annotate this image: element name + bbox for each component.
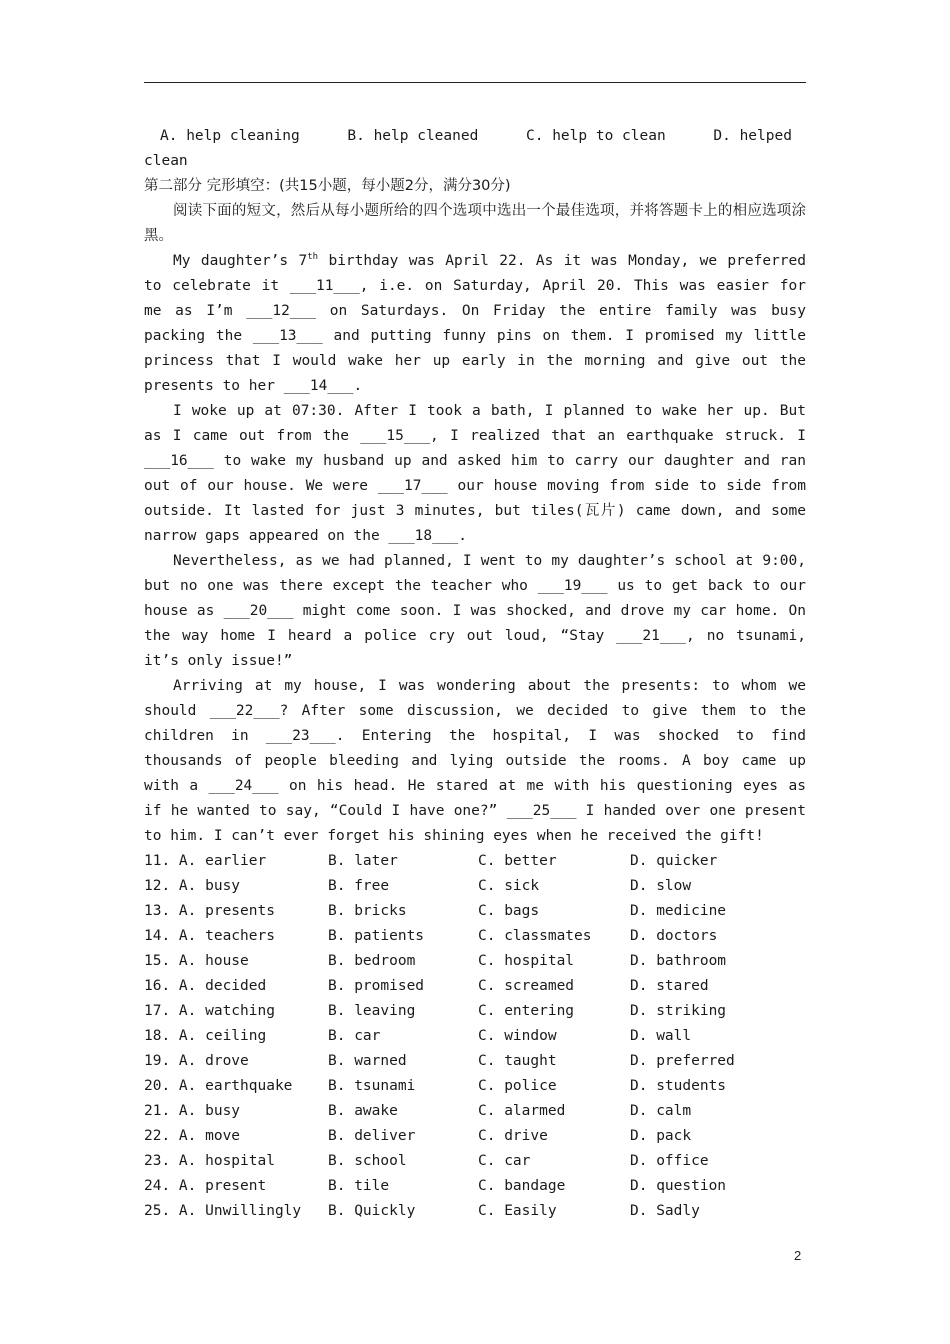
page-content [144,124,806,1224]
choice-b: B. tile [328,1178,390,1194]
question-row [144,999,806,1024]
choice-a: 14. A. teachers [144,928,275,944]
choice-a: 19. A. drove [144,1053,249,1069]
choice-c: C. window [478,1028,557,1044]
passage-paragraph-4: Arriving at my house, I was wondering about the presents: to whom we should ___22___? After some discussion, we decided to give them to the children in ___23___. Entering the hospital, I was shocked to find thousands of people bleeding and lying outside the rooms. A boy came up with a ___24___ on his head. He stared at me with his questioning eyes as if he wanted to say, “Could I have one?” ___25___ I handed over one present to him. I can’t ever forget his shining eyes when he received the gift! [144,678,806,844]
choice-a: 12. A. busy [144,878,241,894]
choice-a: 21. A. busy [144,1103,241,1119]
question-row [144,1024,806,1049]
question-row [144,1074,806,1099]
choice-a: 22. A. move [144,1128,241,1144]
choice-d: D. slow [630,878,692,894]
previous-question-options [144,124,806,149]
choice-b: B. Quickly [328,1203,416,1219]
question-row [144,1124,806,1149]
choice-b: B. deliver [328,1128,416,1144]
choice-b: B. free [328,878,390,894]
choice-c: C. classmates [478,928,592,944]
choice-c: C. better [478,853,557,869]
instructions: 阅读下面的短文，然后从每小题所给的四个选项中选出一个最佳选项，并将答题卡上的相应选项涂黑。 [144,203,806,244]
choice-b: B. tsunami [328,1078,416,1094]
choice-a: 11. A. earlier [144,853,267,869]
choice-c: C. car [478,1153,531,1169]
question-row [144,874,806,899]
choice-d: D. students [630,1078,727,1094]
choice-d: D. striking [630,1003,727,1019]
choice-a: 25. A. Unwillingly [144,1203,302,1219]
p1-rest: birthday was April 22. As it was Monday, we preferred to celebrate it ___11___, i.e. on Saturday, April 20. This was easier for me as I’m ___12___ on Saturdays. On Friday the entire family was busy packing the ___13___ and putting funny pins on them. I promised my little princess that I would wake her up early in the morning and give out the presents to her ___14___. [144,253,806,394]
choice-a: 24. A. present [144,1178,267,1194]
header-rule [144,82,806,83]
question-row [144,899,806,924]
choice-d: D. office [630,1153,709,1169]
question-row [144,1149,806,1174]
choice-d: D. question [630,1178,727,1194]
option-overflow: clean [144,153,188,169]
choice-b: B. bedroom [328,953,416,969]
question-row [144,924,806,949]
choice-d: D. medicine [630,903,727,919]
choice-b: B. later [328,853,398,869]
choice-b: B. bricks [328,903,407,919]
choice-c: C. bandage [478,1178,566,1194]
choice-b: B. school [328,1153,407,1169]
choice-d: D. quicker [630,853,718,869]
choice-a: 20. A. earthquake [144,1078,293,1094]
choice-c: C. hospital [478,953,575,969]
choice-c: C. Easily [478,1203,557,1219]
question-row [144,1099,806,1124]
choice-c: C. alarmed [478,1103,566,1119]
choice-b: B. leaving [328,1003,416,1019]
choice-a: 18. A. ceiling [144,1028,267,1044]
choice-b: B. warned [328,1053,407,1069]
option-c: C. help to clean [526,128,666,144]
choice-c: C. entering [478,1003,575,1019]
question-row [144,1199,806,1224]
option-d: D. helped [713,128,792,144]
question-options-list [144,849,806,1224]
option-b: B. help cleaned [347,128,479,144]
choice-a: 13. A. presents [144,903,275,919]
page-number: 2 [794,1248,802,1263]
question-row [144,1049,806,1074]
choice-c: C. sick [478,878,540,894]
choice-d: D. preferred [630,1053,735,1069]
choice-a: 16. A. decided [144,978,267,994]
question-row [144,849,806,874]
choice-d: D. Sadly [630,1203,700,1219]
choice-b: B. promised [328,978,425,994]
choice-a: 17. A. watching [144,1003,275,1019]
ordinal-suffix: th [307,252,319,263]
section-title: 第二部分 完形填空：(共15小题，每小题2分，满分30分) [144,178,511,194]
p1-start: My daughter’s 7 [173,253,308,269]
choice-c: C. bags [478,903,540,919]
choice-d: D. stared [630,978,709,994]
question-row [144,1174,806,1199]
choice-d: D. doctors [630,928,718,944]
choice-b: B. patients [328,928,425,944]
choice-c: C. taught [478,1053,557,1069]
choice-a: 23. A. hospital [144,1153,275,1169]
question-row [144,949,806,974]
option-a: A. help cleaning [160,128,300,144]
passage-paragraph-3: Nevertheless, as we had planned, I went to my daughter’s school at 9:00, but no one was there except the teacher who ___19___ us to get back to our house as ___20___ might come soon. I was shocked, and drove my car home. On the way home I heard a police cry out loud, “Stay ___21___, no tsunami, it’s only issue!” [144,553,806,669]
passage-paragraph-2: I woke up at 07:30. After I took a bath, I planned to wake her up. But as I came out from the ___15___, I realized that an earthquake struck. I ___16___ to wake my husband up and asked him to carry our daughter and ran out of our house. We were ___17___ our house moving from side to side from outside. It lasted for just 3 minutes, but tiles(瓦片) came down, and some narrow gaps appeared on the ___18___. [144,403,806,544]
choice-d: D. pack [630,1128,692,1144]
choice-b: B. car [328,1028,381,1044]
choice-c: C. drive [478,1128,548,1144]
choice-d: D. calm [630,1103,692,1119]
choice-d: D. wall [630,1028,692,1044]
passage-paragraph-1 [144,249,806,399]
choice-c: C. screamed [478,978,575,994]
choice-d: D. bathroom [630,953,727,969]
choice-a: 15. A. house [144,953,249,969]
choice-b: B. awake [328,1103,398,1119]
question-row [144,974,806,999]
choice-c: C. police [478,1078,557,1094]
